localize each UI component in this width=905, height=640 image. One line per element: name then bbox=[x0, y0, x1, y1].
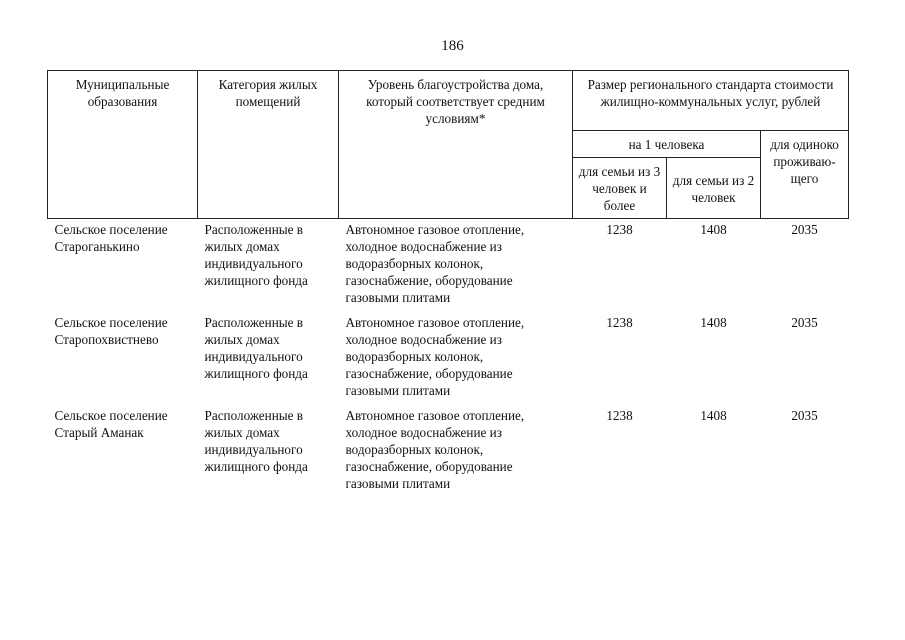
cell-category: Расположенные в жилых домах индивидуального жилищного фонда bbox=[204, 408, 308, 474]
header-family-3: для семьи из 3 человек и более bbox=[573, 158, 667, 219]
cell-family-2: 1408 bbox=[700, 408, 727, 423]
cell-single: 2035 bbox=[791, 408, 818, 423]
table-row bbox=[48, 312, 849, 405]
cell-municipality: Сельское поселение Староганькино bbox=[54, 222, 168, 254]
cost-standard-table bbox=[47, 70, 849, 498]
cell-category: Расположенные в жилых домах индивидуального жилищного фонда bbox=[204, 315, 308, 381]
header-municipality: Муниципальные образования bbox=[48, 71, 198, 219]
page-number: 186 bbox=[441, 38, 464, 54]
table-body bbox=[48, 219, 849, 499]
cell-family-3: 1238 bbox=[606, 408, 633, 423]
header-single: для одиноко проживаю-щего bbox=[761, 131, 849, 219]
cell-single: 2035 bbox=[791, 222, 818, 237]
header-amenities: Уровень благоустройства дома, который соответствует средним условиям* bbox=[339, 71, 573, 219]
header-standard-size: Размер регионального стандарта стоимости жилищно-коммунальных услуг, рублей bbox=[573, 71, 849, 131]
header-per-person: на 1 человека bbox=[573, 131, 761, 158]
cell-family-3: 1238 bbox=[606, 315, 633, 330]
cell-amenities: Автономное газовое отопление, холодное водоснабжение из водоразборных колонок, газоснабжение, оборудование газовыми плитами bbox=[345, 315, 525, 398]
cell-municipality: Сельское поселение Старый Аманак bbox=[54, 408, 168, 440]
cell-amenities: Автономное газовое отопление, холодное водоснабжение из водоразборных колонок, газоснабжение, оборудование газовыми плитами bbox=[345, 222, 525, 305]
table-row bbox=[48, 219, 849, 313]
cell-single: 2035 bbox=[791, 315, 818, 330]
cell-family-3: 1238 bbox=[606, 222, 633, 237]
cell-category: Расположенные в жилых домах индивидуального жилищного фонда bbox=[204, 222, 308, 288]
cell-family-2: 1408 bbox=[700, 315, 727, 330]
cell-family-2: 1408 bbox=[700, 222, 727, 237]
table-header bbox=[48, 71, 849, 219]
header-family-2: для семьи из 2 человек bbox=[667, 158, 761, 219]
header-category: Категория жилых помещений bbox=[198, 71, 339, 219]
cell-amenities: Автономное газовое отопление, холодное водоснабжение из водоразборных колонок, газоснабжение, оборудование газовыми плитами bbox=[345, 408, 525, 491]
cell-municipality: Сельское поселение Старопохвистнево bbox=[54, 315, 168, 347]
table-row bbox=[48, 405, 849, 498]
